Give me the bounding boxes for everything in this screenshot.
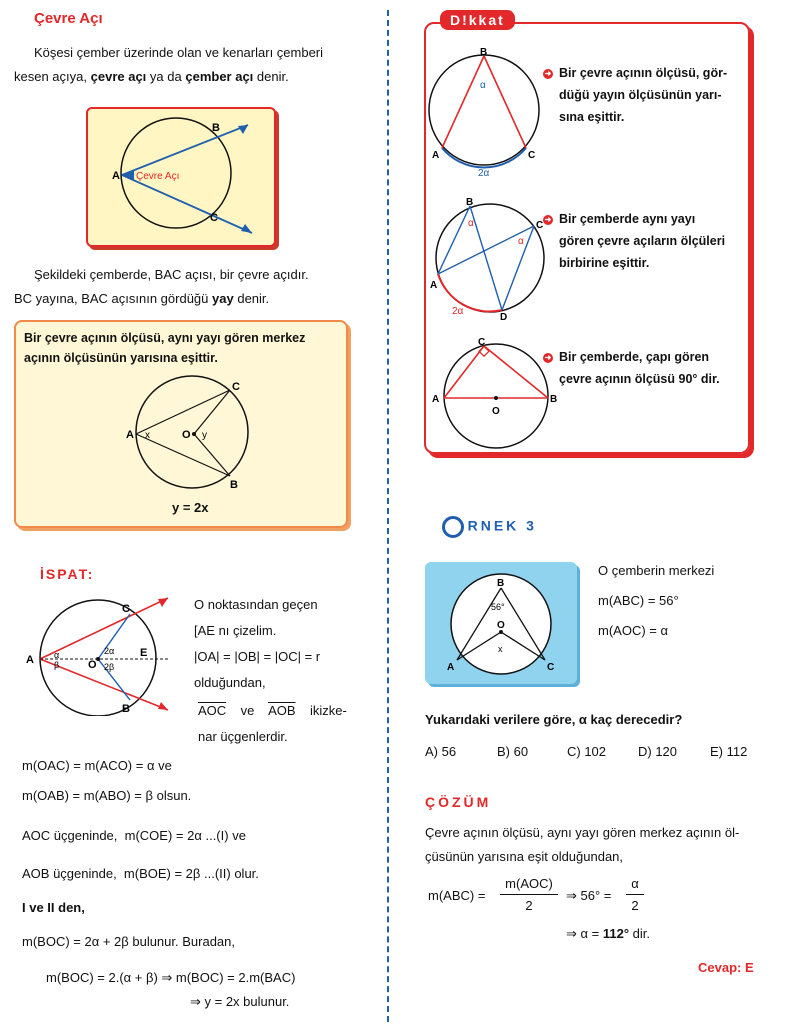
rule-box: [14, 320, 348, 528]
point-c-label: C: [232, 381, 240, 393]
option-d[interactable]: D) 120: [638, 744, 678, 759]
figure-merkez-aci: [116, 372, 256, 494]
equation-3: AOC üçgeninde, m(COE) = 2α ...(I) ve: [22, 828, 246, 843]
solution-eq-den: 2: [525, 898, 533, 913]
point-a-label: A: [126, 429, 134, 441]
figure-proof: [18, 596, 188, 716]
arrow-icon: ➜: [544, 214, 552, 224]
isosceles-line-2: nar üçgenlerdir.: [198, 729, 288, 744]
proof-line: olduğundan,: [194, 675, 266, 690]
desc-line-2: BC yayına, BAC açısının gördüğü yay denir.: [14, 291, 270, 306]
point-o-label: O: [182, 429, 191, 441]
given-line: m(AOC) = α: [598, 623, 668, 638]
point-b-label: B: [480, 48, 488, 58]
given-line: m(ABC) = 56°: [598, 593, 679, 608]
equation-7: m(BOC) = 2.(α + β) ⇒ m(BOC) = 2.m(BAC): [46, 970, 296, 985]
figure-dikkat-3: [428, 336, 560, 454]
question: Yukarıdaki verilere göre, α kaç derecedir?: [425, 712, 683, 727]
solution-line-2: çüsünün yarısına eşit olduğundan,: [425, 849, 624, 864]
proof-title: İSPAT:: [40, 566, 95, 582]
equation-2: m(OAB) = m(ABO) = β olsun.: [22, 788, 192, 803]
rule-line-2: açının ölçüsünün yarısına eşittir.: [24, 351, 218, 365]
equation-4: AOB üçgeninde, m(BOE) = 2β ...(II) olur.: [22, 866, 259, 881]
proof-line: O noktasından geçen: [194, 597, 318, 612]
point-o-label: O: [497, 620, 505, 631]
point-b-label: B: [212, 122, 220, 134]
point-a-label: A: [447, 662, 455, 673]
solution-eq-mid: ⇒ 56° =: [566, 888, 612, 903]
arrow-icon: ➜: [544, 352, 552, 362]
two-alpha-label: 2α: [104, 646, 115, 656]
point-b-label: B: [466, 197, 474, 208]
option-c[interactable]: C) 102: [567, 744, 607, 759]
option-a[interactable]: A) 56: [425, 744, 457, 759]
example-figure: [425, 562, 577, 684]
isosceles-line: $\overline{AOC}$ ve $\overline{AOB}$ ikizke-: [198, 703, 347, 718]
arrow-icon: ➜: [544, 68, 552, 78]
intro-line-1: Köşesi çember üzerinde olan ve kenarları çemberi: [34, 45, 324, 60]
figure-dikkat-1: [428, 48, 548, 180]
point-b-label: B: [122, 703, 130, 715]
solution-final: ⇒ α = 112° dir.: [566, 926, 650, 941]
column-divider: [387, 10, 389, 1022]
example-givens: [598, 556, 714, 646]
option-e[interactable]: E) 112: [710, 744, 748, 759]
solution-line-1: Çevre açının ölçüsü, aynı yayı gören merkez açının öl-: [425, 825, 740, 840]
dikkat-note-3: ➜ Bir çemberde, çapı gören çevre açının ölçüsü 90° dir.: [544, 350, 720, 386]
point-a-label: A: [112, 170, 120, 182]
equation-1: m(OAC) = m(ACO) = α ve: [22, 758, 172, 773]
cevre-aci-label: Çevre Açı: [136, 171, 180, 182]
point-c-label: C: [547, 662, 555, 673]
proof-text: [194, 592, 320, 696]
beta-label: β: [54, 660, 60, 670]
point-a-label: A: [26, 654, 34, 666]
point-o-label: O: [88, 659, 97, 671]
solution-eq-den-2: 2: [631, 898, 639, 913]
point-b-label: B: [550, 394, 558, 405]
arc-label: 2α: [478, 168, 490, 179]
point-c-label: C: [210, 212, 218, 224]
formula: y = 2x: [172, 500, 209, 515]
equation-5: I ve II den,: [22, 900, 85, 915]
equation-8: ⇒ y = 2x bulunur.: [190, 994, 290, 1009]
section-title-cevre-aci: Çevre Açı: [34, 10, 103, 27]
point-c-label: C: [536, 220, 544, 231]
ornek-header: [442, 516, 537, 538]
alpha-label: α: [54, 650, 60, 660]
option-b[interactable]: B) 60: [497, 744, 529, 759]
ornek-title: RNEK 3: [467, 517, 537, 534]
dikkat-tag: D!kkat: [440, 10, 515, 30]
alpha-label: α: [518, 236, 524, 247]
arc-label: 2α: [452, 306, 464, 317]
point-c-label: C: [528, 150, 536, 161]
point-a-label: A: [432, 150, 440, 161]
ornek-logo-icon: [442, 516, 464, 538]
proof-line: [AE nı çizelim.: [194, 623, 277, 638]
given-line: O çemberin merkezi: [598, 563, 715, 578]
equation-6: m(BOC) = 2α + 2β bulunur. Buradan,: [22, 934, 235, 949]
figure-dikkat-2: [428, 196, 552, 322]
point-d-label: D: [500, 312, 508, 322]
solution-title: ÇÖZÜM: [425, 794, 492, 810]
rule-line-1: Bir çevre açının ölçüsü, aynı yayı gören merkez: [24, 331, 306, 345]
solution-eq-num-2: α: [626, 874, 644, 895]
dikkat-note-2: ➜ Bir çemberde aynı yayı gören çevre açıların ölçüleri birbirine eşittir.: [544, 212, 726, 270]
two-beta-label: 2β: [104, 662, 115, 672]
point-a-label: A: [432, 394, 440, 405]
point-e-label: E: [140, 647, 148, 659]
answer: Cevap: E: [698, 960, 754, 975]
point-b-label: B: [230, 479, 238, 491]
alpha-label: α: [480, 80, 486, 91]
point-c-label: C: [478, 337, 486, 348]
angle-y-label: y: [202, 430, 207, 441]
point-b-label: B: [497, 578, 505, 589]
example-figure-box: [425, 562, 577, 684]
solution-eq-left: m(ABC) =: [428, 888, 486, 903]
dikkat-note-1: ➜ Bir çevre açının ölçüsü, gör- düğü yayın ölçüsünün yarı- sına eşittir.: [544, 66, 728, 124]
point-o-label: O: [492, 406, 500, 417]
point-a-label: A: [430, 280, 438, 291]
figure-cevre-aci: [88, 109, 274, 245]
desc-line-1: Şekildeki çemberde, BAC açısı, bir çevre açıdır.: [34, 267, 309, 282]
point-c-label: C: [122, 603, 130, 615]
solution-eq-num: m(AOC): [500, 874, 558, 895]
alpha-label: α: [468, 218, 474, 229]
angle-x-label: x: [498, 644, 503, 654]
intro-line-2: kesen açıya, çevre açı ya da çember açı denir.: [14, 69, 289, 84]
figure-cevre-aci-box: [86, 107, 276, 247]
angle-x-label: x: [145, 430, 150, 441]
proof-line: |OA| = |OB| = |OC| = r: [194, 649, 321, 664]
angle-56-label: 56°: [491, 602, 505, 612]
